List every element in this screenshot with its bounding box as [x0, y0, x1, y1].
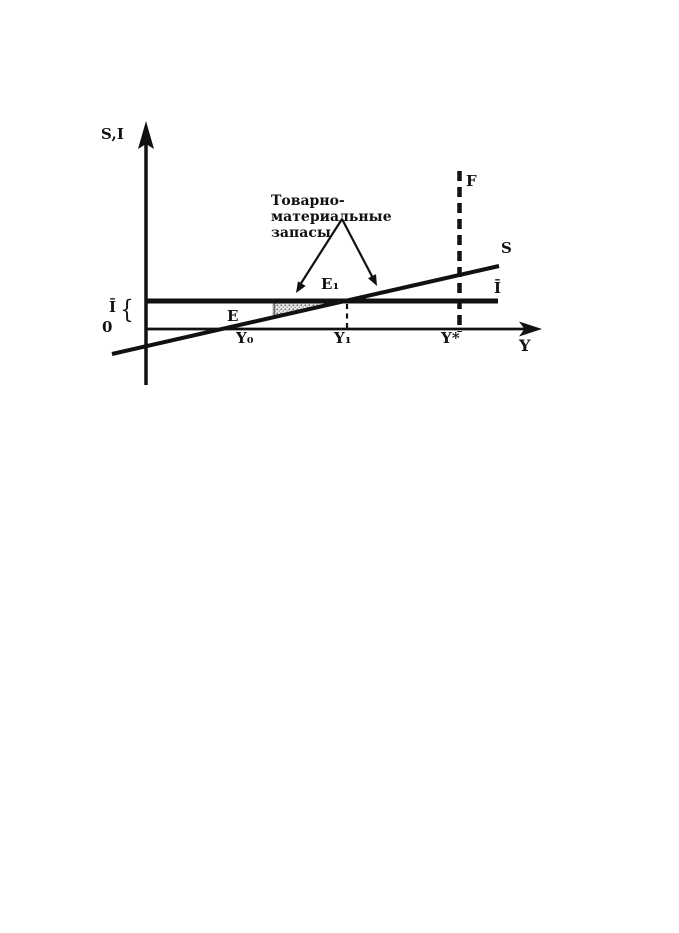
income-ystar-label: Y*	[441, 329, 460, 347]
inventory-annotation-line2: запасы	[271, 225, 331, 241]
investment-height-label: Ī	[109, 298, 117, 316]
investment-line-label: Ī	[494, 279, 502, 297]
equilibrium-e-label: E	[227, 307, 239, 325]
income-y0-label: Y₀	[236, 329, 254, 347]
annotation-arrow-right-head-icon	[368, 274, 381, 288]
inventory-annotation	[271, 193, 461, 241]
income-y1-label: Y₁	[334, 329, 352, 347]
origin-label: 0	[102, 318, 113, 336]
annotation-arrow-left-head-icon	[292, 281, 305, 295]
full-employment-f-label: F	[466, 172, 477, 190]
inventory-annotation-line1: Товарно-материальные	[271, 193, 392, 225]
equilibrium-e1-label: E₁	[321, 275, 340, 293]
y-axis-label: S,I	[101, 125, 125, 143]
savings-curve-label: S	[501, 239, 513, 257]
investment-height-brace: {	[120, 295, 134, 324]
x-axis-label: Y	[519, 336, 531, 355]
